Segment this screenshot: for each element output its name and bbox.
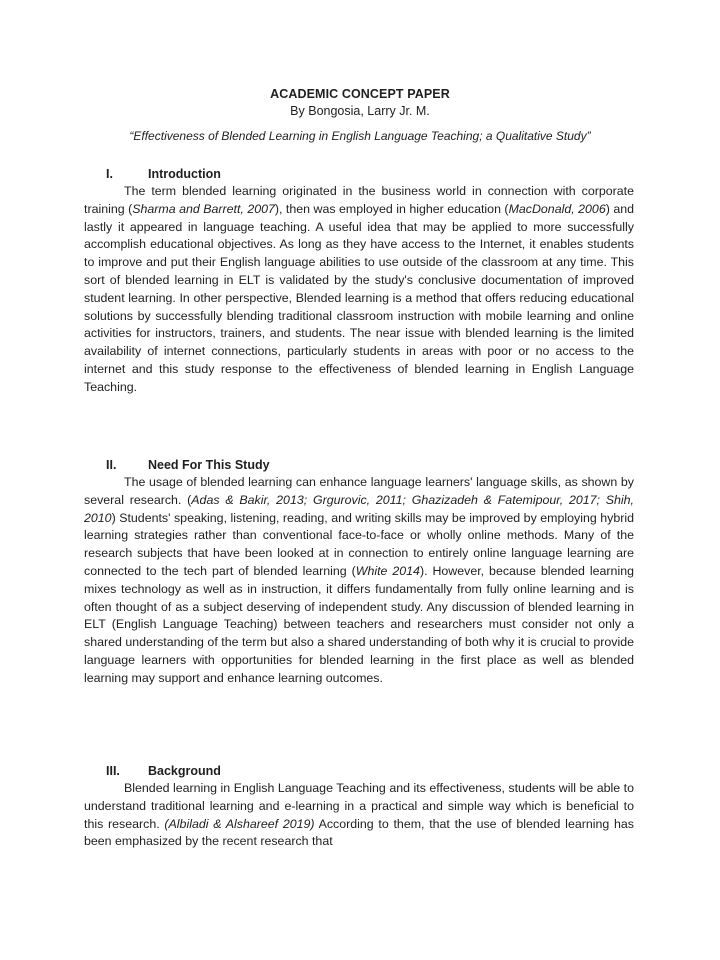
section-introduction [84,166,634,397]
section-number: I. [106,167,113,181]
paragraph-text: ) and lastly it appeared in language teaching. A useful idea that may be applied to more successfully accomplish educational objectives. As long as they have access to the Internet, it enables students to improve and put their English language abilities to use outside of the classroom at any time. This sort of blended learning in ELT is validated by the study's conclusive documentation of improved student learning. In other perspective, Blended learning is a method that offers reducing educational solutions by successfully blending traditional classroom instruction with mobile learning and online activities for instructors, trainers, and students. The near issue with blended learning is the limited availability of internet connections, particularly students in areas with poor or no access to the internet and this study response to the effectiveness of blended learning in English Language Teaching. [84,201,634,394]
document-subtitle: “Effectiveness of Blended Learning in English Language Teaching; a Qualitative Study” [129,129,591,143]
section-number: II. [106,458,117,472]
citation: White 2014 [355,563,420,578]
paragraph-text: The term blended learning originated in the business world in connection with corporate training ( [84,184,634,216]
citation: (Albiladi & Alshareef 2019) [164,816,315,831]
section-title: Need For This Study [148,458,270,472]
section-number: III. [106,764,120,778]
paragraph-text: According to them, that the use of blended learning has been emphasized by the recent research that [84,816,634,849]
citation: Adas & Bakir, 2013; Grgurovic, 2011; Ghazizadeh & Fatemipour, 2017; Shih, 2010 [84,492,634,525]
paragraph-text: ), then was employed in higher education ( [274,201,509,216]
citation: MacDonald, 2006 [508,201,606,216]
document-header [0,86,720,144]
section-heading [84,457,634,474]
paragraph-text: The usage of blended learning can enhance language learners' language skills, as shown by several research. ( [84,475,634,507]
citation: Sharma and Barrett, 2007 [132,201,275,216]
section-paragraph [84,780,634,869]
paragraph-text: ). However, because blended learning mixes technology as well as in instruction, it differs fundamentally from fully online learning and is often thought of as a subject deserving of independent study. Any discussion of blended learning in ELT (English Language Teaching) between teachers and researchers must consider not only a shared understanding of the term but also a shared understanding of both why it is crucial to provide language learners with opportunities for blended learning in the first place as well as blended learning may support and enhance learning outcomes. [84,563,634,685]
paragraph-text: ) Students' speaking, listening, reading, and writing skills may be improved by employing hybrid learning strategies rather than conventional face-to-face or wholly online methods. Many of the research subjects that have been looked at in connection to entirely online language learning are connected to the tech part of blended learning ( [84,510,634,578]
section-title: Introduction [148,167,221,181]
section-heading [84,166,634,183]
section-paragraph [84,474,634,688]
section-background [84,763,634,869]
paragraph-text: Blended learning in English Language Teaching and its effectiveness, students will be able to understand traditional learning and e-learning in a practical and simple way which is beneficial to this research. [84,781,634,831]
section-heading [84,763,634,780]
document-title: ACADEMIC CONCEPT PAPER [270,87,450,101]
section-need-for-study [84,457,634,688]
section-paragraph [84,183,634,397]
section-title: Background [148,764,221,778]
document-byline: By Bongosia, Larry Jr. M. [290,104,430,118]
